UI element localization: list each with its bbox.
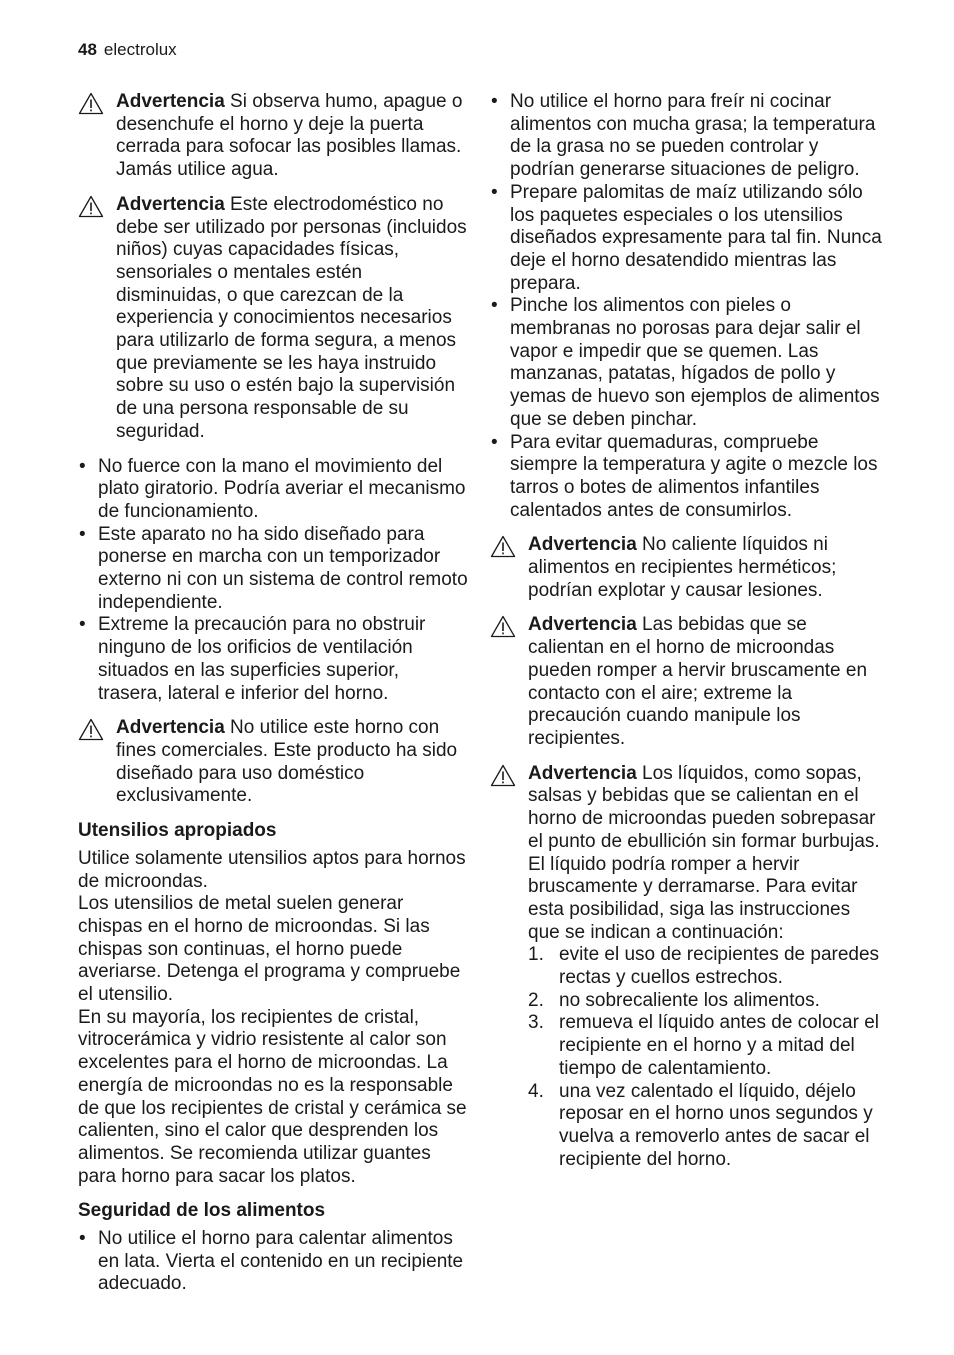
bullet-list	[78, 1228, 468, 1296]
warning-body: Este electrodoméstico no debe ser utilizado por personas (incluidos niños) cuyas capacidades físicas, sensoriales o mentales estén disminuidas, o que carezcan de la experiencia y conocimientos necesarios para utilizarlo de forma segura, a menos que previamente se les haya instruido sobre su uso o estén bajo la supervisión de una persona responsable de su seguridad.	[116, 193, 467, 442]
warning-text	[116, 91, 468, 182]
warning-label: Advertencia	[116, 91, 225, 112]
warning-triangle-icon	[490, 763, 528, 787]
list-item	[528, 1012, 882, 1080]
paragraph: En su mayoría, los recipientes de cristal, vitrocerámica y vidrio resistente al calor son excelentes para el horno de microondas. La energía de microondas no es la responsable de que los recipientes de cristal y cerámica se calienten, sino el calor que desprenden los alimentos. Se recomienda utilizar guantes para horno para sacar los platos.	[78, 1006, 467, 1187]
warning-body: Las bebidas que se calientan en el horno de microondas pueden romper a hervir bruscamente en contacto con el aire; extreme la precaución cuando manipule los recipientes.	[528, 614, 868, 749]
warning-text	[528, 763, 882, 1172]
step-text: remueva el líquido antes de colocar el recipiente en el horno y a mitad del tiempo de calentamiento.	[559, 1012, 880, 1079]
section-heading: Utensilios apropiados	[78, 820, 277, 842]
list-item	[528, 1081, 882, 1172]
page-header	[78, 40, 177, 60]
warning-triangle-icon	[490, 614, 528, 638]
section-body	[78, 848, 468, 1189]
warning-block	[490, 763, 882, 1172]
step-text: evite el uso de recipientes de paredes rectas y cuellos estrechos.	[559, 944, 880, 989]
warning-body: Los líquidos, como sopas, salsas y bebidas que se calientan en el horno de microondas pueden sobrepasar el punto de ebullición sin formar burbujas. El líquido podría romper a hervir bruscamente y derramarse. Para evitar esta posibilidad, siga las instrucciones que se indican a continuación:	[528, 762, 880, 943]
warning-label: Advertencia	[116, 717, 225, 739]
list-item	[528, 944, 882, 989]
warning-block	[78, 717, 468, 808]
warning-triangle-icon	[78, 717, 116, 741]
warning-label: Advertencia	[116, 193, 225, 215]
section-heading: Seguridad de los alimentos	[78, 1200, 326, 1222]
paragraph: Los utensilios de metal suelen generar chispas en el horno de microondas. Si las chispas son continuas, el horno puede averiarse. Detenga el programa y compruebe el utensilio.	[78, 893, 461, 1006]
warning-block	[78, 91, 468, 182]
warning-text	[116, 194, 468, 444]
warning-label: Advertencia	[528, 534, 637, 556]
page-number: 48	[78, 40, 97, 59]
step-number: 3.	[528, 1012, 544, 1034]
warning-block	[78, 194, 468, 444]
warning-label: Advertencia	[528, 762, 637, 784]
step-text: no sobrecaliente los alimentos.	[559, 989, 820, 1011]
step-number: 4.	[528, 1080, 544, 1102]
step-text: una vez calentado el líquido, déjelo reposar en el horno unos segundos y vuelva a removerlo antes de sacar el recipiente del horno.	[559, 1080, 873, 1170]
warning-triangle-icon	[78, 194, 116, 218]
warning-triangle-icon	[78, 91, 116, 115]
bullet-list	[78, 456, 468, 706]
paragraph: Utilice solamente utensilios aptos para hornos de microondas.	[78, 847, 466, 892]
warning-body: No utilice este horno con fines comerciales. Este producto ha sido diseñado para uso doméstico exclusivamente.	[116, 717, 458, 807]
right-column	[490, 91, 882, 1183]
warning-body: No caliente líquidos ni alimentos en recipientes herméticos; podrían explotar y causar lesiones.	[528, 534, 837, 601]
list-item: • Prepare palomitas de maíz utilizando sólo los paquetes especiales o los utensilios diseñados expresamente para tal fin. Nunca deje el horno desatendido mientras las prepara.	[490, 182, 882, 296]
warning-block	[490, 614, 882, 750]
list-item	[528, 990, 882, 1013]
list-item: • No fuerce con la mano el movimiento del plato giratorio. Podría averiar el mecanismo de funcionamiento.	[78, 456, 468, 524]
list-item: • No utilice el horno para freír ni cocinar alimentos con mucha grasa; la temperatura de la grasa no se pueden controlar y podrían generarse situaciones de peligro.	[490, 91, 882, 182]
warning-text	[528, 614, 882, 750]
numbered-list	[528, 944, 882, 1171]
warning-block	[490, 534, 882, 602]
warning-text	[116, 717, 468, 808]
list-item: • Para evitar quemaduras, compruebe siempre la temperatura y agite o mezcle los tarros o botes de alimentos infantiles calentados antes de consumirlos.	[490, 432, 882, 523]
step-number: 1.	[528, 944, 544, 966]
brand-name: electrolux	[103, 40, 177, 59]
list-item: • Extreme la precaución para no obstruir ninguno de los orificios de ventilación situados en las superficies superior, trasera, lateral e inferior del horno.	[78, 614, 468, 705]
left-column	[78, 91, 468, 1308]
warning-text	[528, 534, 882, 602]
step-number: 2.	[528, 989, 544, 1011]
warning-label: Advertencia	[528, 614, 637, 636]
warning-triangle-icon	[490, 534, 528, 558]
list-item: • Este aparato no ha sido diseñado para ponerse en marcha con un temporizador externo ni con un sistema de control remoto independiente.	[78, 524, 468, 615]
bullet-list	[490, 91, 882, 522]
warning-body: Si observa humo, apague o desenchufe el horno y deje la puerta cerrada para sofocar las posibles llamas. Jamás utilice agua.	[116, 91, 463, 181]
list-item: • Pinche los alimentos con pieles o membranas no porosas para dejar salir el vapor e impedir que se quemen. Las manzanas, patatas, hígados de pollo y yemas de huevo son ejemplos de alimentos que se deben pinchar.	[490, 295, 882, 431]
list-item: • No utilice el horno para calentar alimentos en lata. Vierta el contenido en un recipiente adecuado.	[78, 1228, 468, 1296]
